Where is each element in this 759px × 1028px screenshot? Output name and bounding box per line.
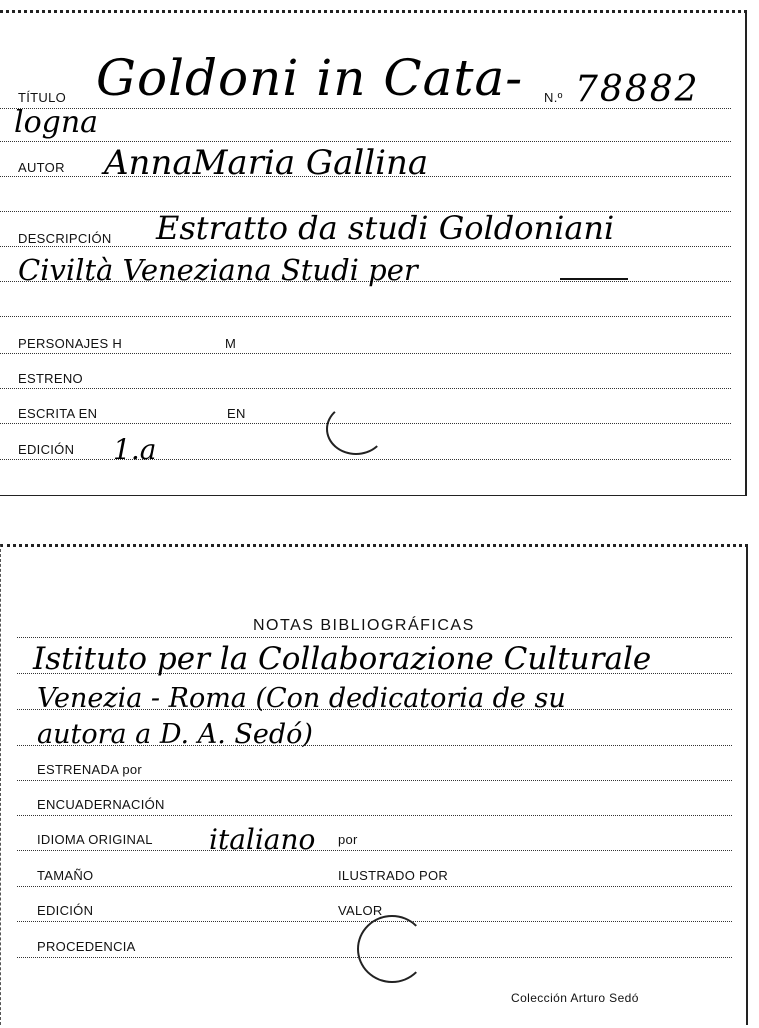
collection-credit: Colección Arturo Sedó xyxy=(511,991,639,1005)
descripcion-value: Estratto da studi Goldoniani xyxy=(156,209,615,247)
ilustrado-label: ILUSTRADO POR xyxy=(338,868,449,883)
pen-dash xyxy=(560,278,628,280)
catalog-card-bottom xyxy=(0,544,748,1025)
procedencia-label: PROCEDENCIA xyxy=(37,939,136,954)
idioma-value: italiano xyxy=(209,823,316,856)
escrita-label: ESCRITA EN xyxy=(18,406,98,421)
titulo-value-continued: logna xyxy=(14,105,99,140)
rule-line xyxy=(0,388,731,389)
edicion-value: 1.a xyxy=(113,433,157,466)
punch-hole-mark xyxy=(326,403,386,455)
descripcion-label: DESCRIPCIÓN xyxy=(18,231,112,246)
rule-line xyxy=(0,353,731,354)
escrita-en-label: EN xyxy=(227,406,246,421)
idioma-label: IDIOMA ORIGINAL xyxy=(37,832,153,847)
encuadernacion-label: ENCUADERNACIÓN xyxy=(37,797,165,812)
titulo-value: Goldoni in Cata- xyxy=(96,49,524,107)
punch-hole-mark xyxy=(357,915,427,983)
estreno-label: ESTRENO xyxy=(18,371,83,386)
edicion-label: EDICIÓN xyxy=(37,903,94,918)
notas-line-2: Venezia - Roma (Con dedicatoria de su xyxy=(37,683,566,714)
rule-line xyxy=(17,815,732,816)
tamano-label: TAMAÑO xyxy=(37,868,94,883)
valor-label: VALOR xyxy=(338,903,383,918)
notas-heading: NOTAS BIBLIOGRÁFICAS xyxy=(253,617,475,634)
catalog-card-top xyxy=(0,10,747,496)
personajes-label: PERSONAJES H xyxy=(18,336,123,351)
personajes-m-label: M xyxy=(225,336,237,351)
estrenada-label: ESTRENADA por xyxy=(37,762,143,777)
descripcion-value-continued: Civiltà Veneziana Studi per xyxy=(18,253,418,287)
rule-line xyxy=(0,459,731,460)
numero-label: N.º xyxy=(544,90,563,105)
idioma-por-label: por xyxy=(338,832,358,847)
titulo-label: TÍTULO xyxy=(18,90,67,105)
numero-value: 78882 xyxy=(575,69,700,110)
rule-line xyxy=(17,886,732,887)
edicion-label: EDICIÓN xyxy=(18,442,75,457)
notas-line-1: Istituto per la Collaborazione Culturale xyxy=(33,641,652,677)
notas-line-3: autora a D. A. Sedó) xyxy=(37,719,313,750)
rule-line xyxy=(17,850,732,851)
autor-value: AnnaMaria Gallina xyxy=(104,143,429,183)
rule-line xyxy=(17,637,732,638)
rule-line xyxy=(0,141,731,142)
rule-line xyxy=(0,316,731,317)
rule-line xyxy=(17,780,732,781)
autor-label: AUTOR xyxy=(18,160,65,175)
